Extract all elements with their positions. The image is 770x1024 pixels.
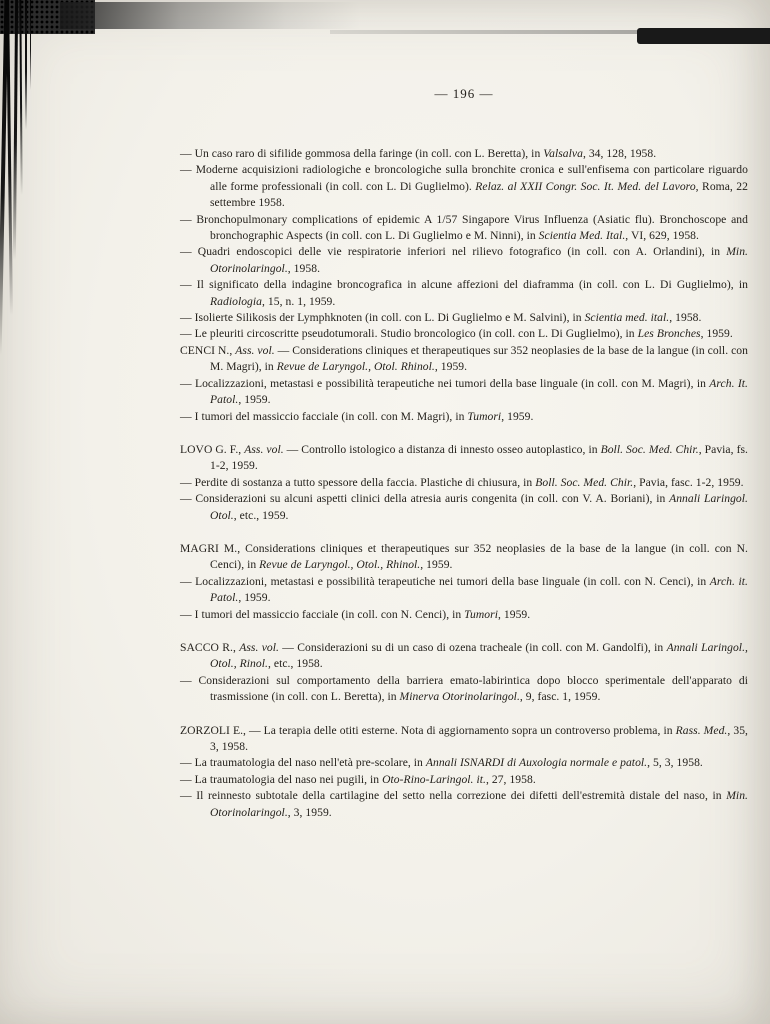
journal-title-segment: Revue de Laryngol., Otol. Rhinol. [276, 360, 435, 374]
journal-title-segment: Relaz. al XXII Congr. Soc. It. Med. del Lavoro [475, 179, 696, 193]
text-segment: , 1959. [238, 393, 271, 407]
text-segment: , etc., 1959. [233, 508, 289, 522]
journal-title-segment: Valsalva [543, 147, 583, 160]
journal-title-segment: Annali Laringol., Otol., Rinol. [210, 640, 748, 671]
bib-entry [180, 376, 748, 409]
text-segment: , 35, 3, 1958. [210, 723, 749, 753]
text-segment: , 1959. [238, 591, 271, 605]
text-segment: — La traumatologia del naso nell'età pre-scolare, in [180, 756, 426, 770]
journal-title-segment: Min. Otorinolaringol. [210, 789, 748, 819]
scan-artifact-binding-streak [6, 0, 13, 315]
text-segment: — Localizzazioni, metastasi e possibilità terapeutiche nei tumori della base linguale (in coll. con N. Cenci), in [180, 574, 710, 588]
text-segment: , 9, fasc. 1, 1959. [519, 690, 601, 704]
bib-entry [180, 491, 748, 524]
text-segment: ZORZOLI E., — La terapia delle otiti esterne. Nota di aggiornamento sopra un controverso problema, in [180, 723, 676, 737]
text-segment: LOVO G. F., [180, 442, 245, 456]
journal-title-segment: Tumori [464, 607, 498, 621]
bib-entry [180, 212, 748, 245]
journal-title-segment: Arch. it. Patol. [210, 574, 748, 605]
text-segment: — Le pleuriti circoscritte pseudotumorali. Studio broncologico (in coll. con L. Di Guglielmo), in [180, 327, 638, 341]
text-segment: , etc., 1958. [267, 657, 323, 671]
text-segment: , VI, 629, 1958. [625, 229, 699, 243]
text-segment: MAGRI M., Considerations cliniques et therapeutiques sur 352 neoplasies de la base de la langue (in coll. con N. Cenci), in [180, 541, 748, 572]
journal-title-segment: Annali Laringol. Otol. [210, 492, 748, 522]
bib-entry [180, 640, 748, 673]
bib-entry [180, 244, 748, 277]
bib-entry [180, 772, 748, 788]
text-segment: , 27, 1958. [485, 772, 536, 786]
text-segment: , 1958. [287, 261, 321, 275]
bib-entry [180, 326, 748, 342]
text-segment: , 1959. [497, 607, 531, 621]
text-segment: , 15, n. 1, 1959. [262, 294, 336, 308]
bib-entry [180, 607, 748, 623]
journal-title-segment: Rass. Med. [675, 723, 728, 737]
scan-artifact-top-right [637, 28, 770, 44]
text-segment: , Pavia, fasc. 1-2, 1959. [633, 475, 744, 489]
bib-entry [180, 146, 748, 162]
text-segment: — La traumatologia del naso nei pugili, in [180, 772, 383, 786]
text-segment: — Considerazioni su di un caso di ozena tracheale (in coll. con M. Gandolfi), in [279, 640, 667, 654]
bib-group [180, 442, 748, 524]
bib-entry [180, 475, 748, 491]
bib-entry [180, 673, 748, 706]
text-segment: — Il reinnesto subtotale della cartilagine del setto nella correzione dei difetti dell'estremità distale del naso, in [180, 789, 727, 803]
text-segment: — Isolierte Silikosis der Lymphknoten (in coll. con L. Di Guglielmo e M. Salvini), in [180, 311, 585, 325]
text-segment: , 5, 3, 1958. [647, 756, 703, 770]
bib-group [180, 640, 748, 706]
text-segment: , Pavia, fs. 1-2, 1959. [210, 442, 748, 473]
text-segment: , 1959. [700, 327, 733, 341]
scan-artifact-binding-streak [25, 0, 27, 130]
text-segment: , 3, 1959. [287, 805, 332, 819]
journal-title-segment: Boll. Soc. Med. Chir. [600, 442, 699, 456]
scan-artifact-binding-streak [0, 0, 8, 355]
scan-artifact-top-left [0, 0, 95, 34]
text-segment: , 1959. [501, 409, 534, 423]
journal-title-segment: Annali ISNARDI di Auxologia normale e patol. [425, 756, 648, 770]
text-segment: — Considerations cliniques et therapeutiques sur 352 neoplasies de la base de la langue (in coll. con M. Magri), in [210, 343, 748, 374]
journal-title-segment: Ass. vol. [235, 343, 275, 357]
text-segment: — Il significato della indagine broncografica in alcune affezioni del diaframma (in coll. con L. Di Guglielmo), in [180, 278, 748, 292]
text-segment: — Considerazioni su alcuni aspetti clinici della atresia auris congenita (in coll. con V. A. Boriani), in [180, 492, 670, 506]
journal-title-segment: Scientia med. ital. [584, 311, 670, 325]
text-segment: — I tumori del massiccio facciale (in coll. con N. Cenci), in [180, 607, 465, 621]
text-segment: — Controllo istologico a distanza di innesto osseo autoplastico, in [283, 442, 601, 456]
scan-artifact-top-mid [330, 30, 650, 34]
bib-entry [180, 442, 748, 475]
bib-group [180, 541, 748, 623]
text-segment: — Localizzazioni, metastasi e possibilità terapeutiche nei tumori della base linguale (in coll. con M. Magri), in [180, 376, 710, 390]
journal-title-segment: Oto-Rino-Laringol. it. [382, 772, 486, 786]
journal-title-segment: Minerva Otorinolaringol. [399, 690, 520, 704]
scan-artifact-binding-streak [30, 0, 31, 90]
journal-title-segment: Boll. Soc. Med. Chir. [535, 475, 634, 489]
bib-entry [180, 343, 748, 376]
bib-entry [180, 277, 748, 310]
text-segment: — Bronchopulmonary complications of epidemic A 1/57 Singapore Virus Influenza (Asiatic flu). Bronchoscope and bronchographic Aspects (in coll. con L. Di Guglielmo e M. Ninni), in [180, 212, 748, 243]
text-segment: — Un caso raro di sifilide gommosa della faringe (in coll. con L. Beretta), in [180, 147, 544, 160]
text-segment: CENCI N., [180, 343, 236, 357]
journal-title-segment: Tumori [467, 409, 502, 423]
bib-entry [180, 310, 748, 326]
text-segment: — Considerazioni sul comportamento della barriera emato-labirintica dopo blocco sperimentale dell'apparato di trasmissione (in coll. con L. Beretta), in [180, 673, 748, 704]
text-segment: , 1959. [434, 360, 468, 374]
bib-entry [180, 541, 748, 574]
text-segment: — Moderne acquisizioni radiologiche e broncologiche sulla bronchite cronica e sull'enfisema con particolare riguardo alle forme professionali (in coll. con L. Di Guglielmo). [180, 163, 748, 193]
text-block [180, 86, 748, 821]
bibliography [180, 146, 748, 821]
text-segment: , 1959. [420, 558, 453, 572]
bib-group [180, 723, 748, 821]
journal-title-segment: Arch. It. Patol. [210, 376, 748, 407]
journal-title-segment: Revue de Laryngol., Otol., Rhinol. [259, 558, 421, 572]
page-number: — 196 — [434, 86, 494, 101]
journal-title-segment: Radiologia [210, 294, 263, 308]
journal-title-segment: Ass. vol. [239, 640, 279, 654]
scan-artifact-top-strip [60, 2, 360, 29]
journal-title-segment: Scientia Med. Ital. [538, 229, 626, 243]
bib-entry [180, 755, 748, 771]
text-segment: , 34, 128, 1958. [582, 147, 657, 160]
bib-entry [180, 723, 748, 756]
text-segment: SACCO R., [180, 640, 240, 654]
bib-entry [180, 788, 748, 821]
bib-group [180, 146, 748, 425]
journal-title-segment: Ass. vol. [244, 442, 284, 456]
text-segment: — I tumori del massiccio facciale (in coll. con M. Magri), in [180, 409, 468, 423]
bib-entry [180, 409, 748, 425]
bib-entry [180, 574, 748, 607]
scan-artifact-binding-streak [13, 0, 18, 260]
text-segment: — Quadri endoscopici delle vie respiratorie inferiori nel rilievo fotografico (in coll. con A. Orlandini), in [180, 245, 727, 259]
text-segment: , Roma, 22 settembre 1958. [210, 179, 748, 210]
text-segment: — Perdite di sostanza a tutto spessore della faccia. Plastiche di chiusura, in [180, 475, 536, 489]
journal-title-segment: Les Bronches [637, 327, 701, 341]
journal-title-segment: Min. Otorinolaringol. [210, 245, 748, 275]
text-segment: , 1958. [669, 311, 702, 325]
scan-artifact-binding-streak [19, 0, 22, 195]
bib-entry [180, 162, 748, 211]
